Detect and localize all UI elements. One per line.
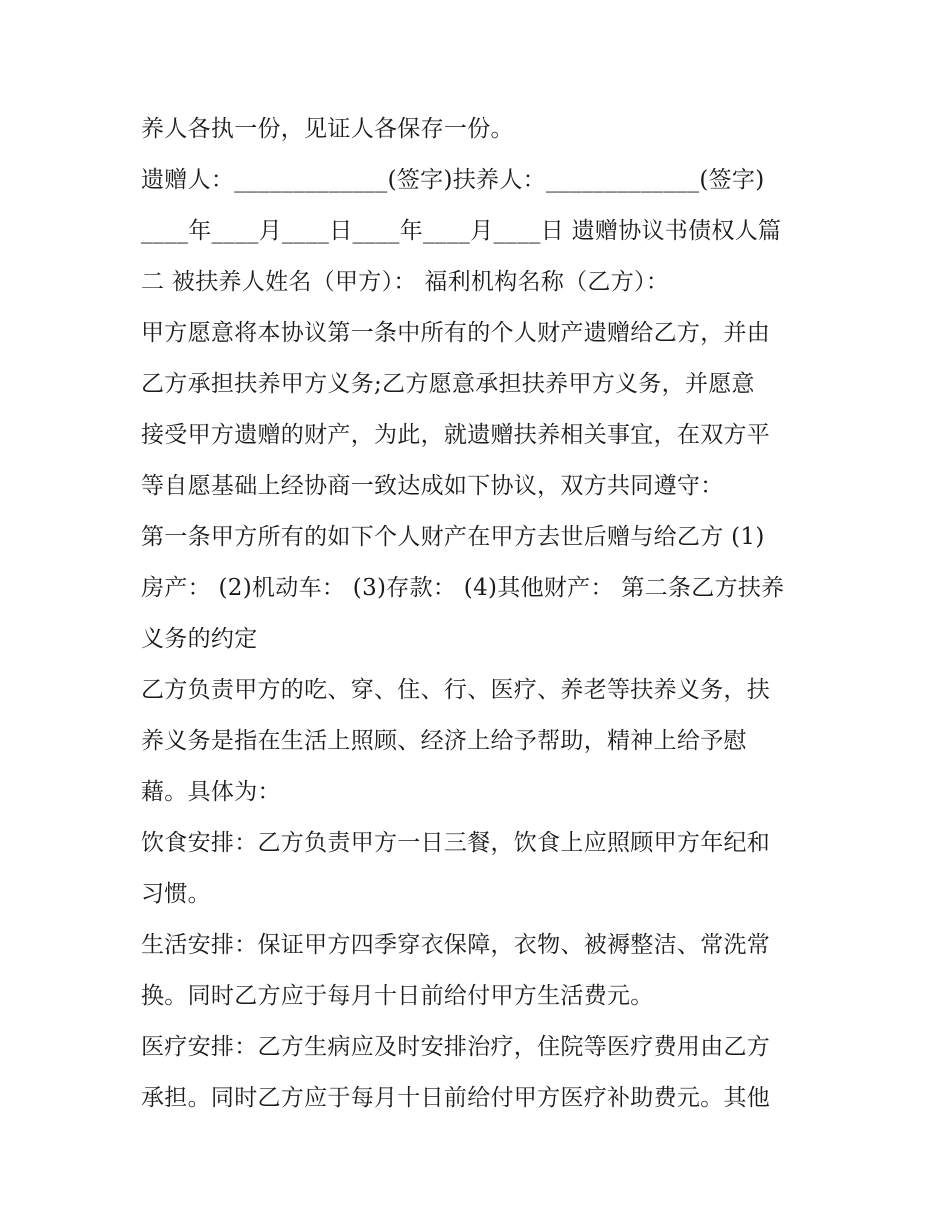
text-line: 等自愿基础上经协商一致达成如下协议，双方共同遵守：: [141, 473, 724, 499]
text-line: 换。同时乙方应于每月十日前给付甲方生活费元。: [141, 983, 654, 1009]
text-line: 养义务是指在生活上照顾、经济上给予帮助，精神上给予慰: [141, 728, 747, 754]
text-line: 房产： (2)机动车： (3)存款： (4)其他财产： 第二条乙方扶养: [141, 575, 785, 601]
text-line: ____年____月____日____年____月____日 遗赠协议书债权人篇: [141, 218, 782, 244]
text-line: 义务的约定: [141, 626, 258, 652]
document-body: [141, 104, 821, 1124]
text-line: 乙方承担扶养甲方义务;乙方愿意承担扶养甲方义务，并愿意: [141, 371, 755, 397]
text-line: 习惯。: [141, 881, 211, 907]
text-line: 甲方愿意将本协议第一条中所有的个人财产遗赠给乙方，并由: [141, 320, 771, 346]
text-line: 遗赠人：_____________(签字)扶养人：_____________(签字): [141, 167, 765, 193]
text-line: 生活安排：保证甲方四季穿衣保障，衣物、被褥整洁、常洗常: [141, 932, 771, 958]
text-line: 乙方负责甲方的吃、穿、住、行、医疗、养老等扶养义务，扶: [141, 677, 771, 703]
text-line: 养人各执一份，见证人各保存一份。: [141, 116, 514, 142]
text-line: 承担。同时乙方应于每月十日前给付甲方医疗补助费元。其他: [141, 1085, 771, 1111]
text-line: 二 被扶养人姓名（甲方）： 福利机构名称（乙方）：: [141, 269, 670, 295]
text-line: 第一条甲方所有的如下个人财产在甲方去世后赠与给乙方 (1): [141, 524, 765, 550]
text-line: 接受甲方遗赠的财产，为此，就遗赠扶养相关事宜，在双方平: [141, 422, 771, 448]
text-line: 饮食安排：乙方负责甲方一日三餐，饮食上应照顾甲方年纪和: [141, 830, 771, 856]
text-line: 医疗安排：乙方生病应及时安排治疗，住院等医疗费用由乙方: [141, 1034, 771, 1060]
text-line: 藉。具体为：: [141, 779, 281, 805]
